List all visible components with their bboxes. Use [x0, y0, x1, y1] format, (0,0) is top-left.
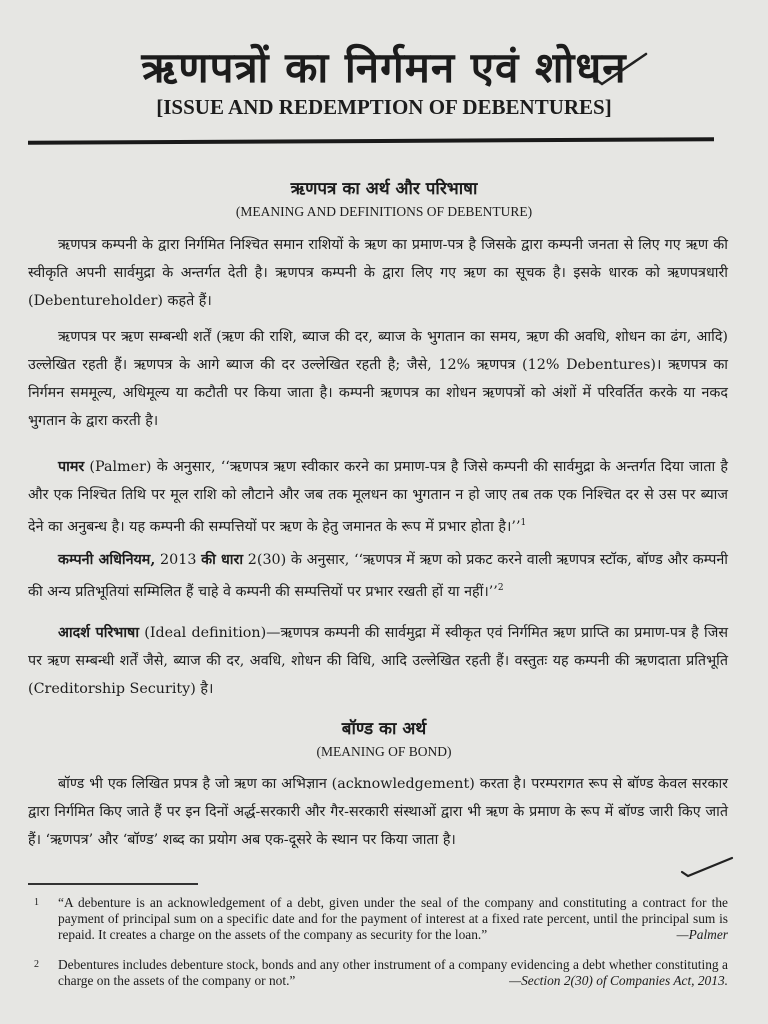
palmer-label: पामर: [58, 459, 85, 475]
footnote-text: Debentures includes debenture stock, bonds and any other instrument of a company evidencing a debt whether constituting a charge on the assets of the company or not.”: [58, 957, 728, 988]
footnote-source: —Palmer: [676, 927, 728, 942]
footnote-1: [28, 895, 728, 943]
paragraph-companies-act-definition: [28, 546, 728, 606]
check-mark-icon: [678, 850, 738, 880]
footnote-number: 1: [34, 897, 39, 908]
footnote-2: [28, 957, 728, 989]
paragraph-palmer-definition: [28, 453, 728, 541]
section-heading-bond-hindi: बॉण्ड का अर्थ: [341, 719, 427, 739]
ideal-definition-label: आदर्श परिभाषा: [58, 625, 140, 641]
section-label: की धारा: [201, 552, 244, 568]
paragraph-ideal-definition: [28, 619, 728, 703]
companies-act-year: 2013: [155, 552, 202, 568]
paragraph-debenture-meaning: ऋणपत्र कम्पनी के द्वारा निर्गमित निश्चित समान राशियों के ऋण का प्रमाण-पत्र है जिसके द्वारा कम्पनी जनता से लिए गए ऋण की स्वीकृति अपनी सार्वमुद्रा के अन्तर्गत देती है। ऋणपत्र कम्पनी के द्वारा लिए गए ऋण का सूचक है। इसके धारक को ऋणपत्रधारी (Debentureholder) कहते हैं।: [28, 237, 728, 309]
companies-act-label: कम्पनी अधिनियम,: [58, 552, 156, 568]
companies-act-text: 2(30) के अनुसार, ‘‘ऋणपत्र में ऋण को प्रकट करने वाली ऋणपत्र स्टॉक, बॉण्ड और कम्पनी की अन्य प्रतिभूतियां सम्मिलित हैं चाहे वे कम्पनी की सम्पत्तियों पर प्रभार रखती हों या नहीं।’’: [28, 552, 728, 600]
section-heading-debenture-hindi: ऋणपत्र का अर्थ और परिभाषा: [290, 179, 478, 199]
chapter-title-english: [ISSUE AND REDEMPTION OF DEBENTURES]: [156, 95, 612, 119]
footnote-source: —Section 2(30) of Companies Act, 2013.: [509, 973, 728, 988]
section-heading-debenture-english: (MEANING AND DEFINITIONS OF DEBENTURE): [235, 204, 533, 219]
footnote-divider: [28, 883, 198, 885]
footnote-number: 2: [34, 959, 39, 970]
footnote-text: “A debenture is an acknowledgement of a debt, given under the seal of the company and constituting a contract for the payment of principal sum on a specific date and for the payment of interest at a fixed rate percent, until the principal sum is repaid. It creates a charge on the assets of the company as security for the loan.”: [58, 895, 728, 942]
ideal-definition-text: (Ideal definition)—ऋणपत्र कम्पनी की सार्वमुद्रा में स्वीकृत एवं निर्गमित ऋण प्राप्ति का प्रमाण-पत्र है जिस पर ऋण सम्बन्धी शर्तें जैसे, ब्याज की दर, अवधि, शोधन की विधि, आदि उल्लेखित रहती हैं। वस्तुतः यह कम्पनी की ऋणदाता प्रतिभूति (Creditorship Security) है।: [28, 625, 728, 697]
chapter-title-hindi: ऋणपत्रों का निर्गमन एवं शोधन: [141, 43, 627, 92]
title-divider: [28, 137, 714, 145]
paragraph-debenture-terms: ऋणपत्र पर ऋण सम्बन्धी शर्तें (ऋण की राशि, ब्याज की दर, ब्याज के भुगतान का समय, ऋण की अवधि, शोधन का ढंग, आदि) उल्लेखित रहती हैं। ऋणपत्र के आगे ब्याज की दर उल्लेखित रहती है; जैसे, 12% ऋणपत्र (12% Debentures)। ऋणपत्र का निर्गमन सममूल्य, अधिमूल्य या कटौती पर किया जाता है। कम्पनी ऋणपत्र का शोधन ऋणपत्रों को अंशों में परिवर्तित करके या नकद भुगतान के द्वारा करती है।: [28, 329, 728, 429]
check-mark-icon: [590, 48, 650, 88]
footnote-ref-2: 2: [497, 583, 504, 593]
palmer-text: (Palmer) के अनुसार, ‘‘ऋणपत्र ऋण स्वीकार करने का प्रमाण-पत्र है जिसे कम्पनी की सार्वमुद्रा के अन्तर्गत दिया जाता है और एक निश्चित तिथि पर मूल राशि को लौटाने और जब तक मूलधन का भुगतान न हो जाए तब तक एक निश्चित दर से उस पर ब्याज देने का अनुबन्ध है। यह कम्पनी की सम्पत्तियों पर ऋण के हेतु जमानत के रूप में प्रभार होता है।’’: [28, 459, 728, 535]
section-heading-bond-english: (MEANING OF BOND): [316, 744, 452, 759]
footnote-ref-1: 1: [520, 518, 527, 528]
paragraph-bond-meaning: बॉण्ड भी एक लिखित प्रपत्र है जो ऋण का अभिज्ञान (acknowledgement) करता है। परम्परागत रूप से बॉण्ड केवल सरकार द्वारा निर्गमित किए जाते हैं पर इन दिनों अर्द्ध-सरकारी और गैर-सरकारी संस्थाओं द्वारा भी ऋण के प्रमाण के रूप में बॉण्ड जारी किए जाते हैं। ‘ऋणपत्र’ और ‘बॉण्ड’ शब्द का प्रयोग अब एक-दूसरे के स्थान पर किया जाता है।: [28, 776, 728, 848]
